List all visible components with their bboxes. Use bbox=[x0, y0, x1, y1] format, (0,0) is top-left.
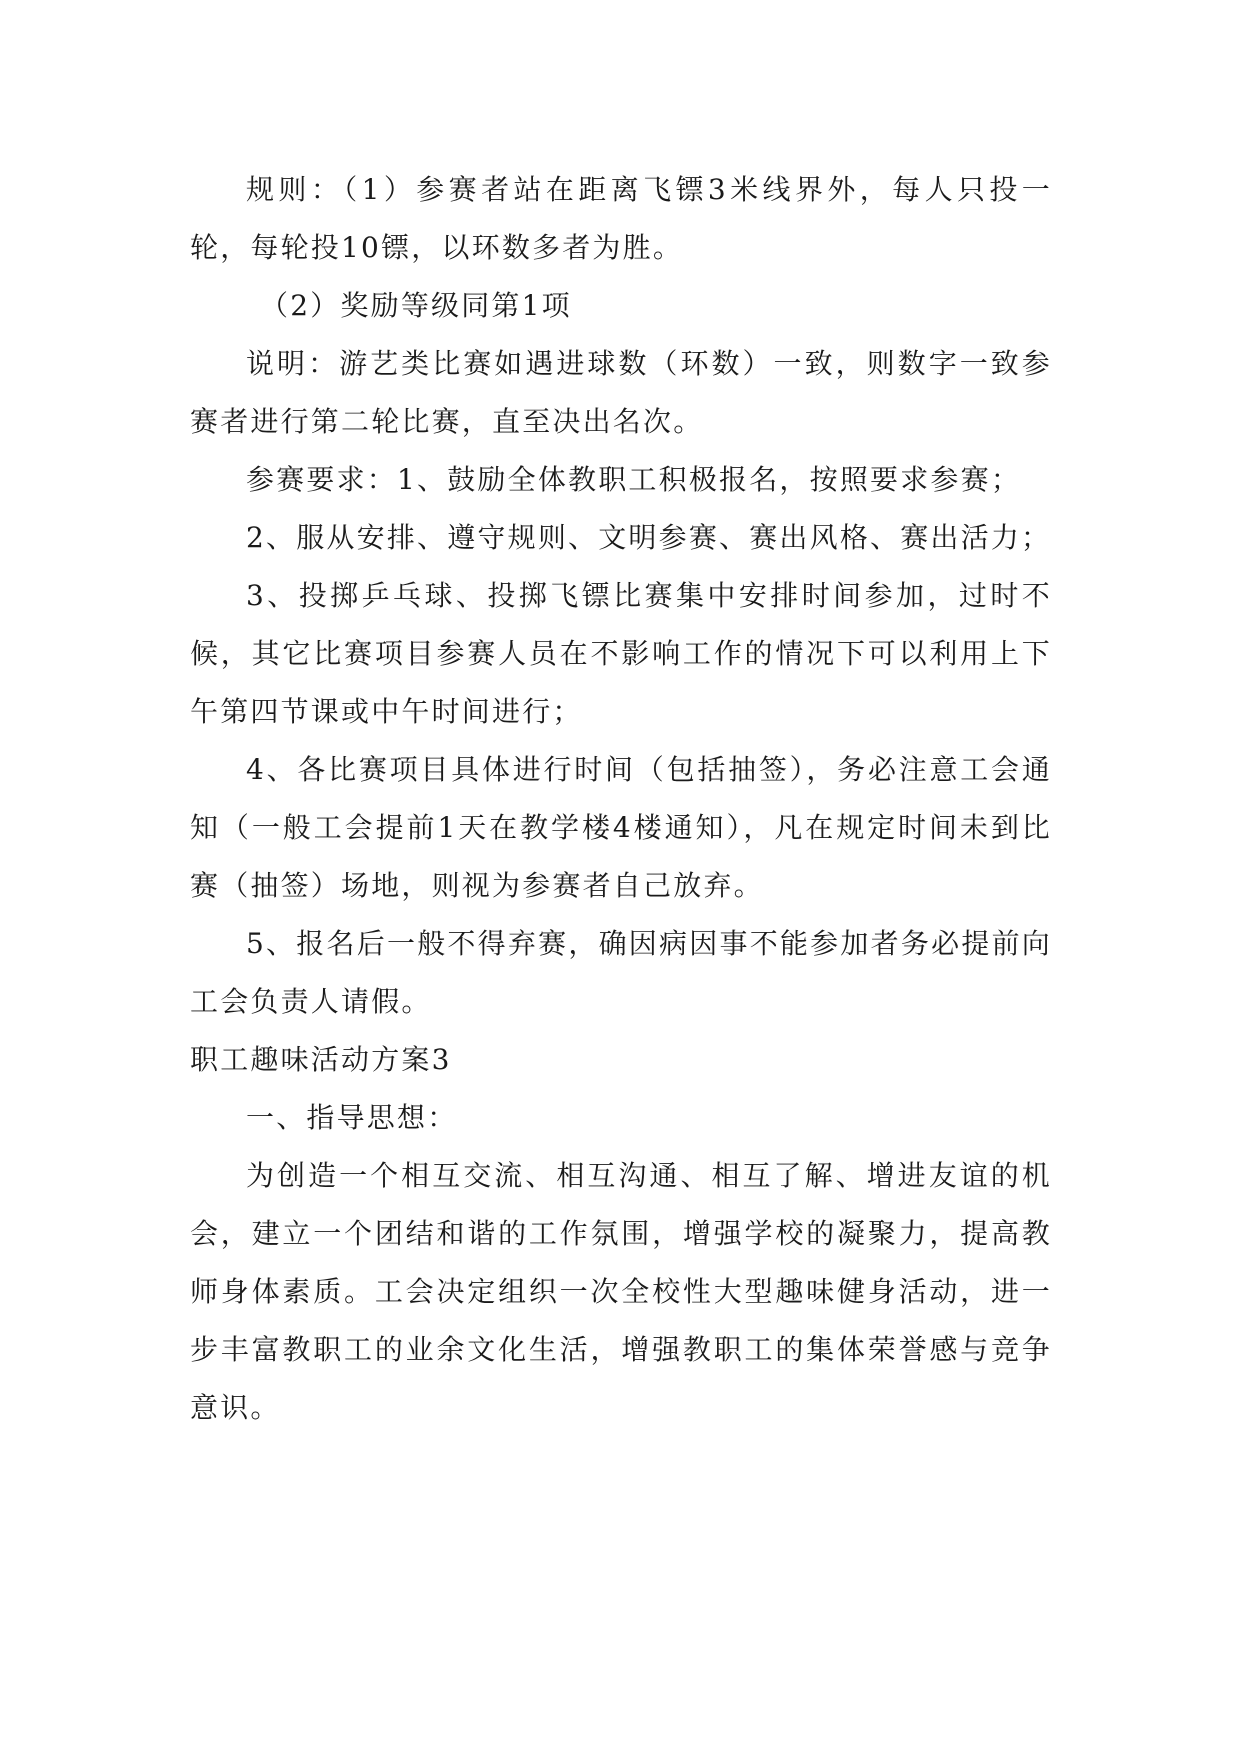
requirement-4-paragraph: 4、各比赛项目具体进行时间（包括抽签），务必注意工会通知（一般工会提前1天在教学楼4楼通知），凡在规定时间未到比赛（抽签）场地，则视为参赛者自己放弃。 bbox=[190, 753, 1052, 902]
requirement-5-paragraph: 5、报名后一般不得弃赛，确因病因事不能参加者务必提前向工会负责人请假。 bbox=[190, 927, 1052, 1018]
explanation-paragraph: 说明：游艺类比赛如遇进球数（环数）一致，则数字一致参赛者进行第二轮比赛，直至决出名次。 bbox=[190, 347, 1052, 438]
rules-paragraph: 规则：（1）参赛者站在距离飞镖3米线界外，每人只投一轮，每轮投10镖，以环数多者为胜。 bbox=[190, 173, 1052, 264]
document-body bbox=[190, 161, 1052, 1437]
guiding-ideology-paragraph: 为创造一个相互交流、相互沟通、相互了解、增进友谊的机会，建立一个团结和谐的工作氛围，增强学校的凝聚力，提高教师身体素质。工会决定组织一次全校性大型趣味健身活动，进一步丰富教职工的业余文化生活，增强教职工的集体荣誉感与竞争意识。 bbox=[190, 1159, 1052, 1424]
section-title: 职工趣味活动方案3 bbox=[190, 1043, 452, 1076]
requirement-3-paragraph: 3、投掷乒乓球、投掷飞镖比赛集中安排时间参加，过时不候，其它比赛项目参赛人员在不影响工作的情况下可以利用上下午第四节课或中午时间进行； bbox=[190, 579, 1052, 728]
requirement-2-paragraph: 2、服从安排、遵守规则、文明参赛、赛出风格、赛出活力； bbox=[246, 521, 1052, 554]
reward-level-paragraph: （2）奖励等级同第1项 bbox=[260, 289, 572, 322]
guiding-ideology-heading: 一、指导思想： bbox=[246, 1101, 458, 1134]
requirement-1-paragraph: 参赛要求：1、鼓励全体教职工积极报名，按照要求参赛； bbox=[246, 463, 1022, 496]
